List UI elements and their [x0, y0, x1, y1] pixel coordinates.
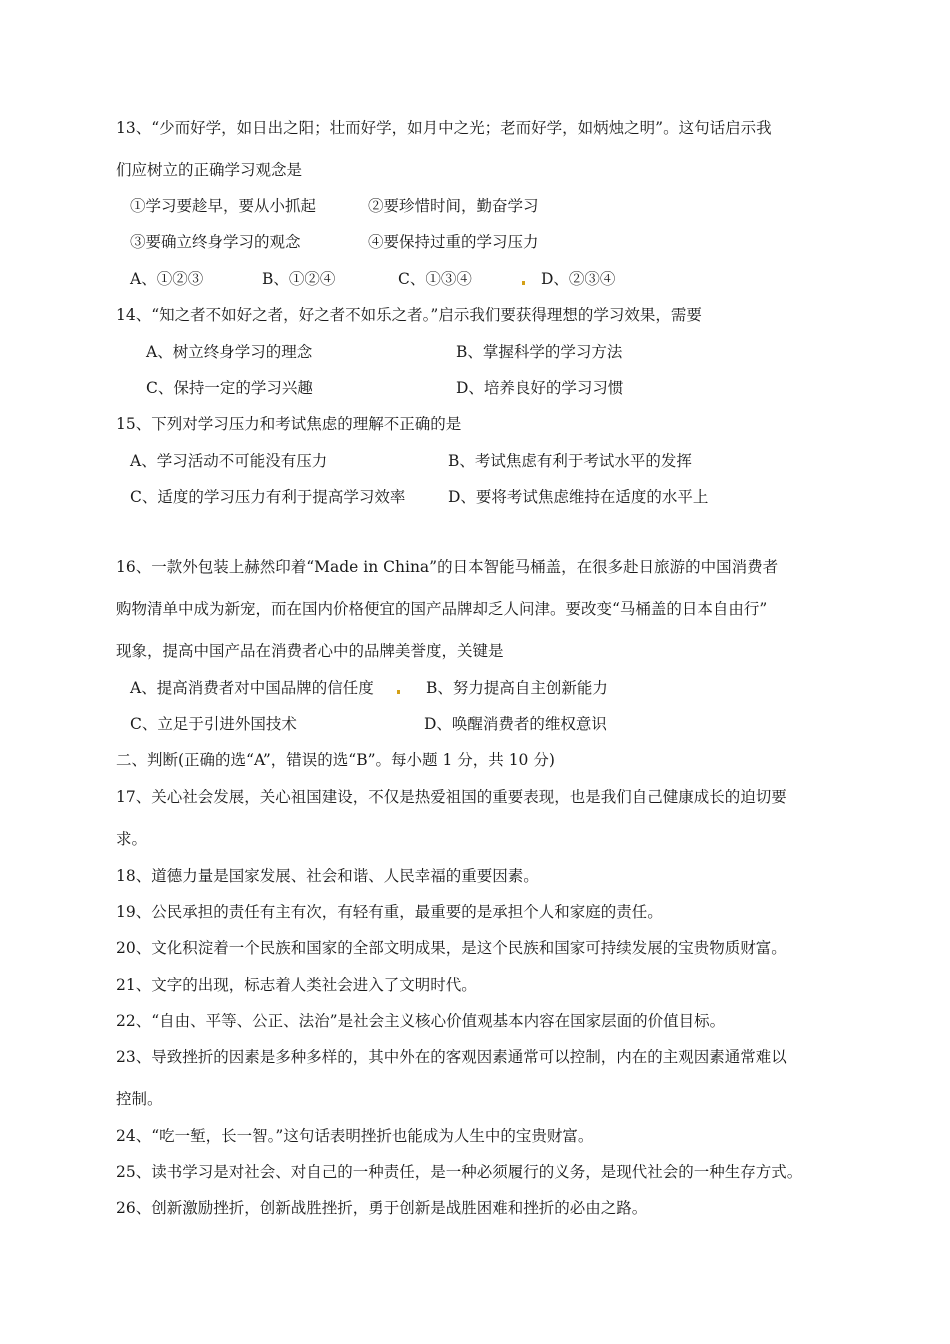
q14-option-c: C、保持一定的学习兴趣: [146, 379, 313, 397]
q22: 22、“自由、平等、公正、法治”是社会主义核心价值观基本内容在国家层面的价值目标。: [116, 1012, 726, 1030]
scan-speck: [397, 690, 400, 694]
q13-option-b: B、①②④: [262, 270, 336, 288]
q23-line1: 23、导致挫折的因素是多种多样的，其中外在的客观因素通常可以控制，内在的主观因素通常难以: [116, 1048, 787, 1066]
q15-option-c: C、适度的学习压力有利于提高学习效率: [130, 488, 406, 506]
q18: 18、道德力量是国家发展、社会和谐、人民幸福的重要因素。: [116, 867, 539, 885]
q13-item-3: ③要确立终身学习的观念: [130, 233, 301, 251]
q24: 24、“吃一堑，长一智。”这句话表明挫折也能成为人生中的宝贵财富。: [116, 1127, 594, 1145]
q14-stem: 14、“知之者不如好之者，好之者不如乐之者。”启示我们要获得理想的学习效果，需要: [116, 306, 702, 324]
q15-option-d: D、要将考试焦虑维持在适度的水平上: [448, 488, 709, 506]
q13-stem-line2: 们应树立的正确学习观念是: [116, 161, 303, 179]
q23-line2: 控制。: [116, 1090, 163, 1108]
q13-option-a: A、①②③: [130, 270, 204, 288]
q13-option-d: D、②③④: [541, 270, 616, 288]
q15-stem: 15、下列对学习压力和考试焦虑的理解不正确的是: [116, 415, 462, 433]
q17-line1: 17、关心社会发展，关心祖国建设，不仅是热爱祖国的重要表现，也是我们自己健康成长的迫切要: [116, 788, 787, 806]
scan-speck: [522, 281, 525, 285]
q13-item-1: ①学习要趁早，要从小抓起: [130, 197, 317, 215]
q16-option-c: C、立足于引进外国技术: [130, 715, 297, 733]
q16-option-b: B、努力提高自主创新能力: [426, 679, 608, 697]
q15-option-b: B、考试焦虑有利于考试水平的发挥: [448, 452, 692, 470]
q13-item-4: ④要保持过重的学习压力: [368, 233, 539, 251]
q25: 25、读书学习是对社会、对自己的一种责任，是一种必须履行的义务，是现代社会的一种生存方式。: [116, 1163, 803, 1181]
q16-stem-line2: 购物清单中成为新宠，而在国内价格便宜的国产品牌却乏人问津。要改变“马桶盖的日本自由行”: [116, 600, 768, 618]
q16-option-d: D、唤醒消费者的维权意识: [424, 715, 607, 733]
q16-option-a: A、提高消费者对中国品牌的信任度: [130, 679, 374, 697]
q13-stem-line1: 13、“少而好学，如日出之阳；壮而好学，如月中之光；老而好学，如炳烛之明”。这句话启示我: [116, 119, 772, 137]
q14-option-b: B、掌握科学的学习方法: [456, 343, 623, 361]
q26: 26、创新激励挫折，创新战胜挫折，勇于创新是战胜困难和挫折的必由之路。: [116, 1199, 648, 1217]
q13-item-2: ②要珍惜时间，勤奋学习: [368, 197, 539, 215]
q16-stem-line3: 现象，提高中国产品在消费者心中的品牌美誉度，关键是: [116, 642, 504, 660]
q15-option-a: A、学习活动不可能没有压力: [130, 452, 328, 470]
q21: 21、文字的出现，标志着人类社会进入了文明时代。: [116, 976, 477, 994]
section2-heading: 二、判断(正确的选“A”，错误的选“B”。每小题 1 分，共 10 分): [116, 751, 555, 769]
q17-line2: 求。: [116, 830, 148, 848]
q14-option-a: A、树立终身学习的理念: [146, 343, 313, 361]
q16-stem-line1: 16、一款外包装上赫然印着“Made in China”的日本智能马桶盖，在很多赴日旅游的中国消费者: [116, 558, 779, 576]
q14-option-d: D、培养良好的学习习惯: [456, 379, 624, 397]
q19: 19、公民承担的责任有主有次，有轻有重，最重要的是承担个人和家庭的责任。: [116, 903, 663, 921]
q20: 20、文化积淀着一个民族和国家的全部文明成果，是这个民族和国家可持续发展的宝贵物质财富。: [116, 939, 787, 957]
q13-option-c: C、①③④: [398, 270, 472, 288]
